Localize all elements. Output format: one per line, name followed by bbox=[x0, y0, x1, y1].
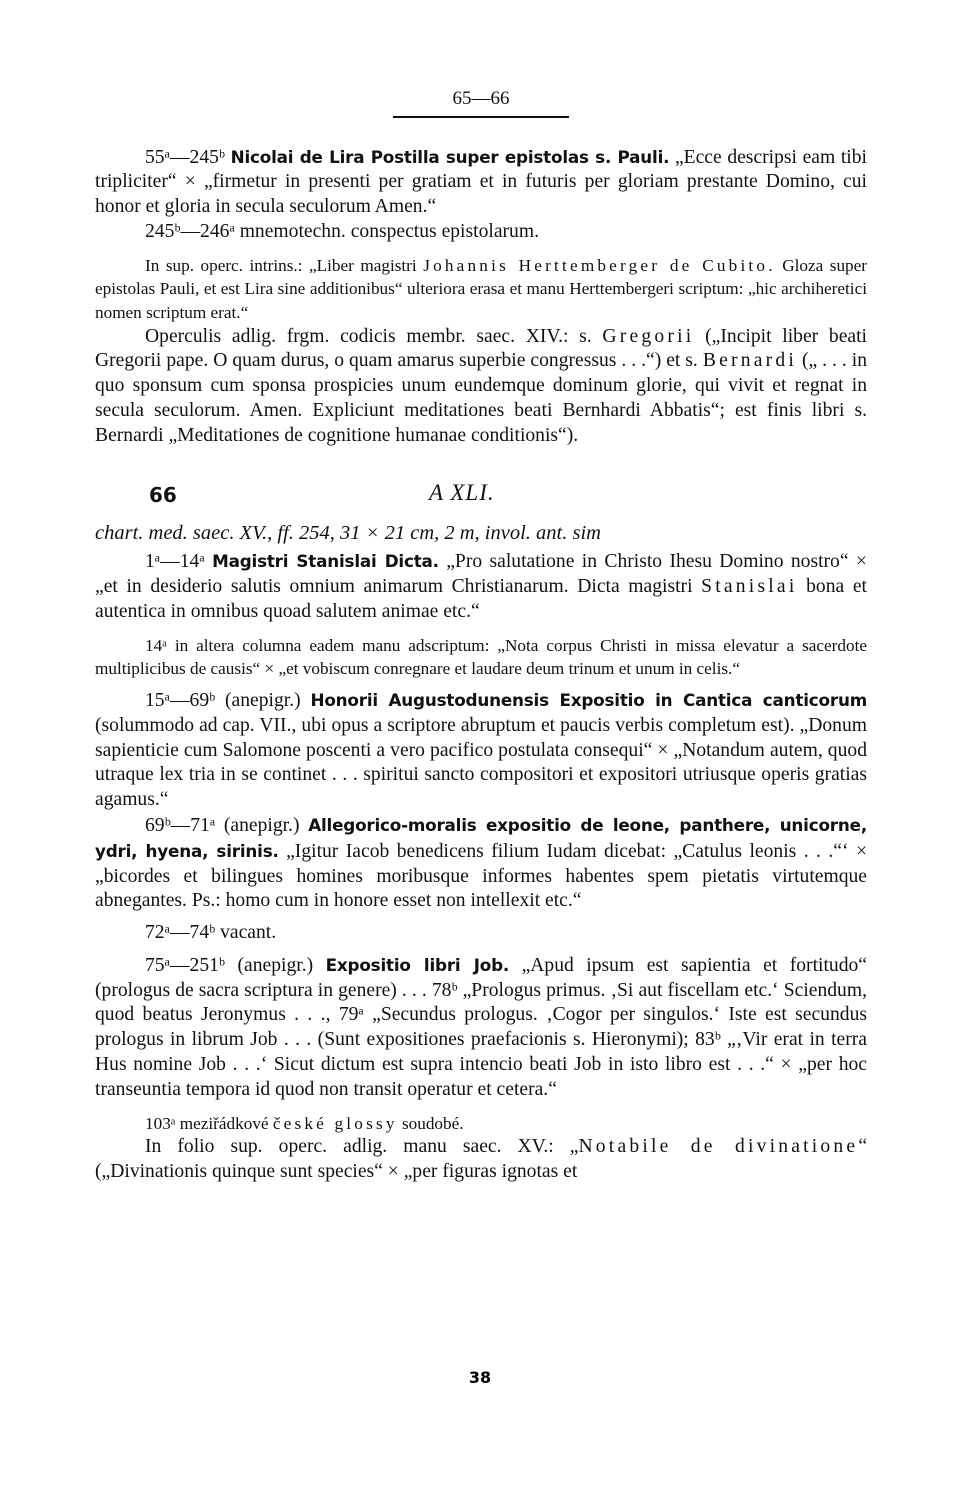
running-head-rule bbox=[393, 116, 569, 118]
paragraph-mnemotechn: 245ᵇ—246ᵃ mnemotechn. conspectus epistolarum. bbox=[145, 220, 539, 242]
folio-range: 15ᵃ—69ᵇ (anepigr.) bbox=[145, 689, 301, 711]
paragraph-fragment-note: Operculis adlig. frgm. codicis membr. saec. XIV.: s. Gregorii („Incipit liber beati Gregorii pape. O quam durus, o quam amarus superbie congressus . . .“) et s. Bernardi („ . . . in quo sponsum cum sponsa prospicies unum eundemque dominum glorie, qui vivit et regnat in secula seculorum. Amen. Expliciunt meditationes beati Bernhardi Abbatis“; est finis libri s. Bernardi „Meditationes de cognitione humanae conditionis“). bbox=[95, 325, 867, 446]
work-title: Allegorico-moralis expositio de leone, panthere, unicorne, ydri, hyena, sirinis. bbox=[95, 814, 867, 861]
codex-description: chart. med. saec. XV., ff. 254, 31 × 21 cm, 2 m, invol. ant. sim bbox=[95, 521, 601, 544]
work-title: Honorii Augustodunensis Expositio in Cantica canticorum bbox=[310, 689, 867, 710]
incipit-explicit: „Ecce descripsi eam tibi tripliciter“ × „firmetur in presenti per gratiam et in futuris per gloriam prestante Domino, cui honor et gloria in secula seculorum Amen.“ bbox=[95, 146, 867, 218]
work-title: Magistri Stanislai Dicta. bbox=[212, 551, 439, 572]
paragraph-honorius: 15ᵃ—69ᵇ (anepigr.) Honorii Augustodunensis Expositio in Cantica canticorum (solummodo ad cap. VII., ubi opus a scriptore abruptum et paucis verbis completum est). „Donum sapienticie cum Salomone poscenti a vero pacifico postulata consequi“ × „Notandum autem, quod utraque lex tria in se continet . . . spiritui sancto compositori et expositori utriusque operis gratias agamus.“ bbox=[95, 689, 867, 811]
paragraph-ownership-note: In sup. operc. intrins.: „Liber magistri Johannis Herttemberger de Cubito. Gloza super epistolas Pauli, et est Lira sine additionibus“ ulteriora erasa et manu Herttembergeri scriptum: „hic archiheretici nomen scriptum erat.“ bbox=[95, 255, 867, 322]
paragraph-divinatione: In folio sup. operc. adlig. manu saec. XV.: „Notabile de divinatione“ („Divinationis quinque sunt species“ × „per figuras ignotas et bbox=[95, 1136, 868, 1183]
spaced-phrase: české glossy bbox=[272, 1113, 398, 1133]
entry-number: 66 bbox=[149, 482, 177, 507]
folio-range: 1ᵃ—14ᵃ bbox=[145, 551, 205, 573]
page-number: 38 bbox=[468, 1368, 492, 1387]
person-name: Gregorii bbox=[602, 325, 695, 347]
work-title: Nicolai de Lira Postilla super epistolas s. Pauli. bbox=[230, 146, 670, 167]
person-name: Stanislai bbox=[701, 576, 798, 598]
entry-signature: A XLI. bbox=[429, 479, 495, 505]
person-name: Bernardi bbox=[702, 350, 797, 372]
paragraph-column-note: 14ᵃ in altera columna eadem manu adscriptum: „Nota corpus Christi in missa elevatur a sacerdote multiplicibus de causis“ × „et vobiscum conregnare et laudare deum trinum et unum in celis.“ bbox=[95, 635, 867, 679]
person-name: Johannis Herttemberger de Cubito. bbox=[423, 255, 776, 275]
folio-range: 69ᵇ—71ᵃ (anepigr.) bbox=[145, 814, 300, 836]
paragraph-czech-glosses: 103ᵃ meziřádkové české glossy soudobé. bbox=[145, 1113, 464, 1133]
work-title: Expositio libri Job. bbox=[325, 954, 510, 975]
spaced-phrase: Notabile de divinatione bbox=[578, 1136, 859, 1158]
paragraph-stanislai-dicta: 1ᵃ—14ᵃ Magistri Stanislai Dicta. „Pro salutatione in Christo Ihesu Domino nostro“ × „et in desiderio salutis omnium animarum Christianarum. Dicta magistri Stanislai bona et autentica in omnibus quoad salutem animae etc.“ bbox=[95, 551, 867, 622]
running-head: 65—66 bbox=[452, 88, 510, 109]
entry-heading bbox=[95, 479, 867, 521]
paragraph-allegorico-moralis: 69ᵇ—71ᵃ (anepigr.) Allegorico-moralis expositio de leone, panthere, unicorne, ydri, hyena, sirinis. „Igitur Iacob benedicens filium Iudam dicebat: „Catulus leonis . . .“‘ × „bicordes et bilingues homines moribusque informes habentes spem pietatis virtutemque abnegantes. Ps.: homo cum in honore esset non intellexit etc.“ bbox=[95, 814, 867, 912]
folio-range: 75ᵃ—251ᵇ (anepigr.) bbox=[145, 954, 314, 976]
paragraph-vacant: 72ᵃ—74ᵇ vacant. bbox=[145, 922, 277, 944]
document-page bbox=[95, 88, 867, 1185]
paragraph-expositio-job: 75ᵃ—251ᵇ (anepigr.) Expositio libri Job. „Apud ipsum est sapientia et fortitudo“ (prologus de sacra scriptura in genere) . . . 78ᵇ „Prologus primus. ‚Si aut fiscellam etc.‘ Sciendum, quod beatus Jeronymus . . ., 79ᵃ „Secundus prologus. ‚Cogor per singulos.‘ Iste est secundus prologus in librum Job . . . (Sunt expositiones praefacionis s. Hieronymi); 83ᵇ „‚Vir erat in terra Hus nomine Job . . .‘ Sicut dictum est supra intencio beati Job in isto libro est . . .“ × „per hoc transeuntia tempora id quod non transit operatur et cetera.“ bbox=[95, 954, 867, 1100]
folio-range: 55ᵃ—245ᵇ bbox=[145, 146, 226, 168]
paragraph-lira-postilla bbox=[95, 145, 867, 220]
